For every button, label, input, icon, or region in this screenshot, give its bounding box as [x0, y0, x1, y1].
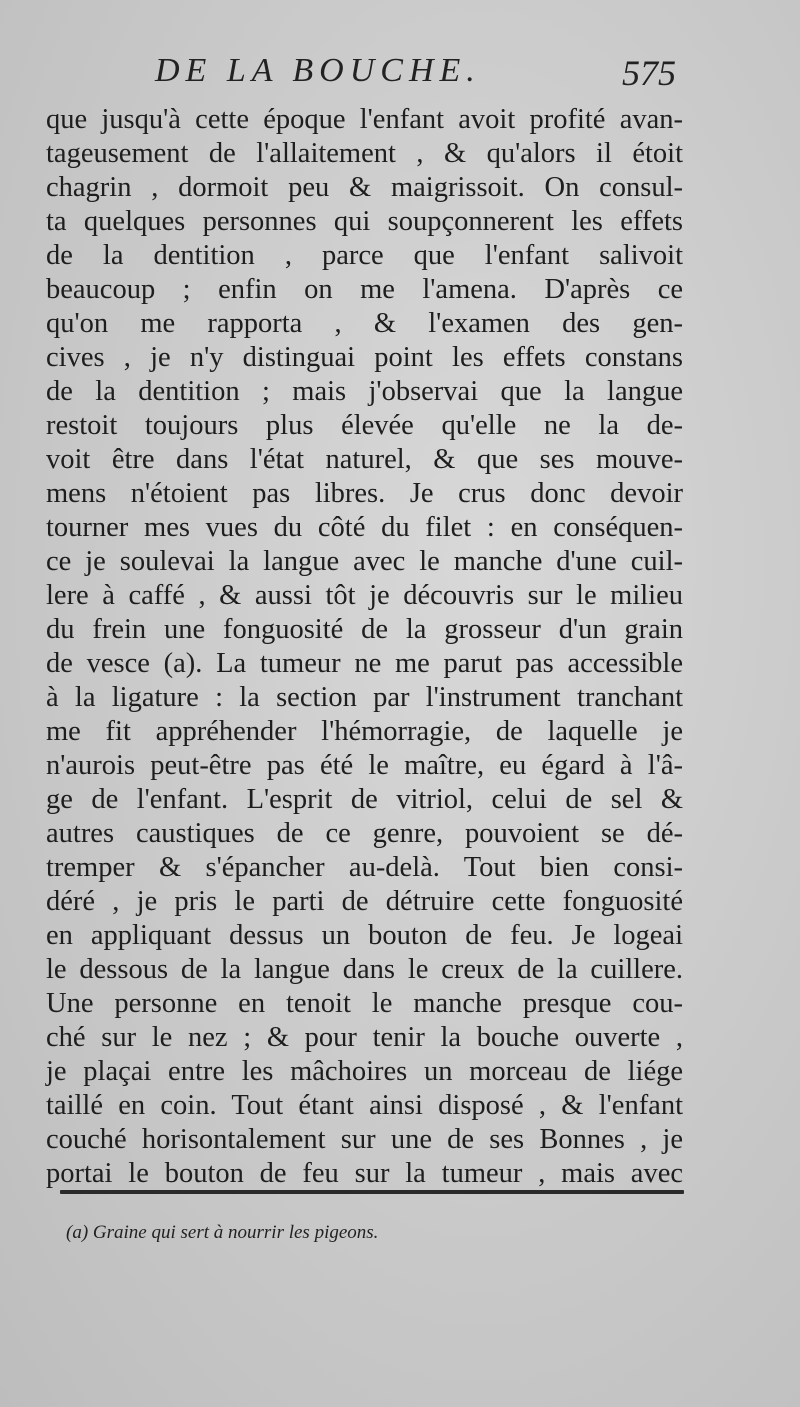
text-line: mens n'étoient pas libres. Je crus donc devoir	[46, 478, 683, 509]
text-line: tourner mes vues du côté du filet : en conséquen-	[46, 512, 683, 543]
text-line: je plaçai entre les mâchoires un morceau de liége	[46, 1056, 683, 1087]
footnote-rule	[60, 1190, 684, 1194]
text-line: cives , je n'y distinguai point les effets constans	[46, 342, 683, 373]
text-line: restoit toujours plus élevée qu'elle ne la de-	[46, 410, 683, 441]
text-line: autres caustiques de ce genre, pouvoient se dé-	[46, 818, 683, 849]
text-line: de la dentition ; mais j'observai que la langue	[46, 376, 683, 407]
text-line: chagrin , dormoit peu & maigrissoit. On consul-	[46, 172, 683, 203]
text-line: en appliquant dessus un bouton de feu. Je logeai	[46, 920, 683, 951]
text-line: du frein une fonguosité de la grosseur d'un grain	[46, 614, 683, 645]
text-line: taillé en coin. Tout étant ainsi disposé , & l'enfant	[46, 1090, 683, 1121]
text-line: de vesce (a). La tumeur ne me parut pas accessible	[46, 648, 683, 679]
text-line: n'aurois peut-être pas été le maître, eu égard à l'â-	[46, 750, 683, 781]
text-line: ge de l'enfant. L'esprit de vitriol, celui de sel &	[46, 784, 683, 815]
text-line: Une personne en tenoit le manche presque cou-	[46, 988, 683, 1019]
text-line: me fit appréhender l'hémorragie, de laquelle je	[46, 716, 683, 747]
text-line: ce je soulevai la langue avec le manche d'une cuil-	[46, 546, 683, 577]
text-line: couché horisontalement sur une de ses Bonnes , je	[46, 1124, 683, 1155]
text-line: ta quelques personnes qui soupçonnerent les effets	[46, 206, 683, 237]
text-line: voit être dans l'état naturel, & que ses mouve-	[46, 444, 683, 475]
text-line: à la ligature : la section par l'instrument tranchant	[46, 682, 683, 713]
text-line: ché sur le nez ; & pour tenir la bouche ouverte ,	[46, 1022, 683, 1053]
running-title: DE LA BOUCHE.	[155, 52, 481, 89]
page-number: 575	[622, 53, 676, 93]
text-line: le dessous de la langue dans le creux de la cuillere.	[46, 954, 683, 985]
text-line: beaucoup ; enfin on me l'amena. D'après ce	[46, 274, 683, 305]
text-line: tageusement de l'allaitement , & qu'alors il étoit	[46, 138, 683, 169]
text-line: lere à caffé , & aussi tôt je découvris sur le milieu	[46, 580, 683, 611]
text-line: déré , je pris le parti de détruire cette fonguosité	[46, 886, 683, 917]
text-line: portai le bouton de feu sur la tumeur , mais avec	[46, 1158, 683, 1189]
text-line: qu'on me rapporta , & l'examen des gen-	[46, 308, 683, 339]
body-text	[46, 103, 683, 1191]
text-line: de la dentition , parce que l'enfant salivoit	[46, 240, 683, 271]
footnote: (a) Graine qui sert à nourrir les pigeons.	[66, 1222, 379, 1243]
text-line: tremper & s'épancher au-delà. Tout bien consi-	[46, 852, 683, 883]
text-line: que jusqu'à cette époque l'enfant avoit profité avan-	[46, 104, 683, 135]
